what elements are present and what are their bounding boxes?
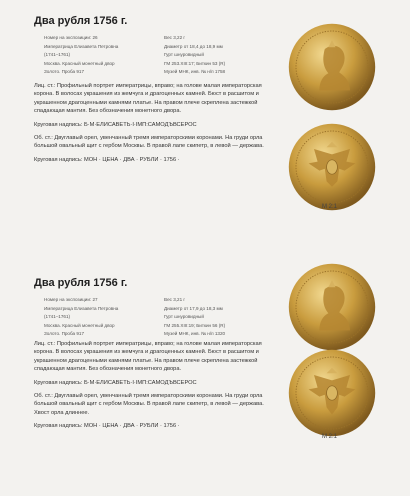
meta-row — [34, 330, 259, 339]
meta-row — [34, 34, 259, 43]
meta-row — [34, 43, 259, 52]
entry-metadata — [34, 296, 259, 339]
obverse-legend: Круговая надпись: Б·М·ЕЛИСАВЕТЬ·I·IМП:САМОДЪВСЕРОС — [34, 379, 197, 386]
meta-right: Вес 3,21 г — [164, 297, 186, 302]
obverse-description: Лиц. ст.: Профильный портрет императрицы, вправо; на голове малая императорская корона. В волосах украшения из жемчуга и драгоценных камней. Бюст в расшитом и украшенном драгоценными камнями платье. На правом плече скреплена застежкой спадающая мантия. Без обозначения монетного двора. — [34, 83, 262, 115]
meta-row — [34, 305, 259, 314]
coin-obverse-image — [287, 22, 377, 112]
meta-right: Гурт шнуровидный — [164, 314, 204, 319]
meta-row — [34, 51, 259, 60]
meta-row — [34, 296, 259, 305]
reverse-description: Об. ст.: Двуглавый орел, увенчанный тремя императорскими коронами. На груди орла большой овальный щит с гербом Москвы. В правой лапе скипетр, в левой — держава. Хвост орла длиннее. — [34, 393, 264, 416]
meta-right: ГМ 255.XIII:19; Биткин 56 (R) — [164, 322, 226, 328]
meta-right: Музей МНК, инв. № н/п 1320 — [164, 331, 226, 336]
meta-row — [34, 313, 259, 322]
meta-left: (1741–1761) — [44, 52, 71, 57]
entry-title: Два рубля 1756 г. — [34, 277, 128, 289]
meta-right: Вес 3,22 г — [164, 35, 186, 40]
meta-row — [34, 68, 259, 77]
entry-title: Два рубля 1756 г. — [34, 15, 128, 27]
meta-right: ГМ 253.XIII:17; Биткин 53 (R) — [164, 60, 226, 66]
meta-left: Золото. Проба 917 — [44, 69, 85, 74]
coin-reverse-image — [287, 122, 377, 212]
reverse-legend: Круговая надпись: МОН · ЦЕНА · ДВА · РУБЛИ · 1756 · — [34, 156, 180, 163]
meta-left: (1741–1761) — [44, 314, 71, 319]
reverse-description: Об. ст.: Двуглавый орел, увенчанный тремя императорскими коронами. На груди орла большой овальный щит с гербом Москвы. В правой лапе скипетр, в левой — держава. — [34, 135, 264, 150]
meta-left: Москва. Красный монетный двор — [44, 60, 115, 66]
meta-row — [34, 322, 259, 331]
meta-right: Гурт шнуровидный — [164, 52, 204, 57]
entry-metadata — [34, 34, 259, 77]
scale-label: М 2:1 — [322, 204, 338, 210]
description-block — [34, 82, 270, 164]
meta-left: Императрица Елизавета Петровна — [44, 305, 119, 311]
meta-right: Музей МНК, инв. № н/п 1758 — [164, 69, 226, 74]
meta-right: Диаметр от 18,4 до 18,9 мм — [164, 43, 223, 49]
description-block — [34, 340, 270, 431]
meta-left: Номер на экспозиции: 26 — [44, 35, 98, 40]
coin-reverse-image — [287, 348, 377, 438]
scale-label: М 2:1 — [322, 434, 338, 440]
coin-obverse-image — [287, 262, 377, 352]
meta-row — [34, 60, 259, 69]
meta-left: Москва. Красный монетный двор — [44, 322, 115, 328]
reverse-legend: Круговая надпись: МОН · ЦЕНА · ДВА · РУБЛИ · 1756 · — [34, 423, 180, 430]
obverse-legend: Круговая надпись: Б·М·ЕЛИСАВЕТЬ·I·IМП:САМОДЪВСЕРОС — [34, 121, 197, 128]
meta-left: Золото. Проба 917 — [44, 331, 85, 336]
obverse-description: Лиц. ст.: Профильный портрет императрицы, вправо; на голове малая императорская корона. В волосах украшения из жемчуга и драгоценных камней. Бюст в расшитом и украшенном драгоценными камнями платье. На правом плече скреплена застежкой спадающая мантия. Без обозначения монетного двора. — [34, 341, 262, 373]
meta-left: Императрица Елизавета Петровна — [44, 43, 119, 49]
meta-right: Диаметр от 17,9 до 18,3 мм — [164, 305, 223, 311]
meta-left: Номер на экспозиции: 27 — [44, 297, 98, 302]
